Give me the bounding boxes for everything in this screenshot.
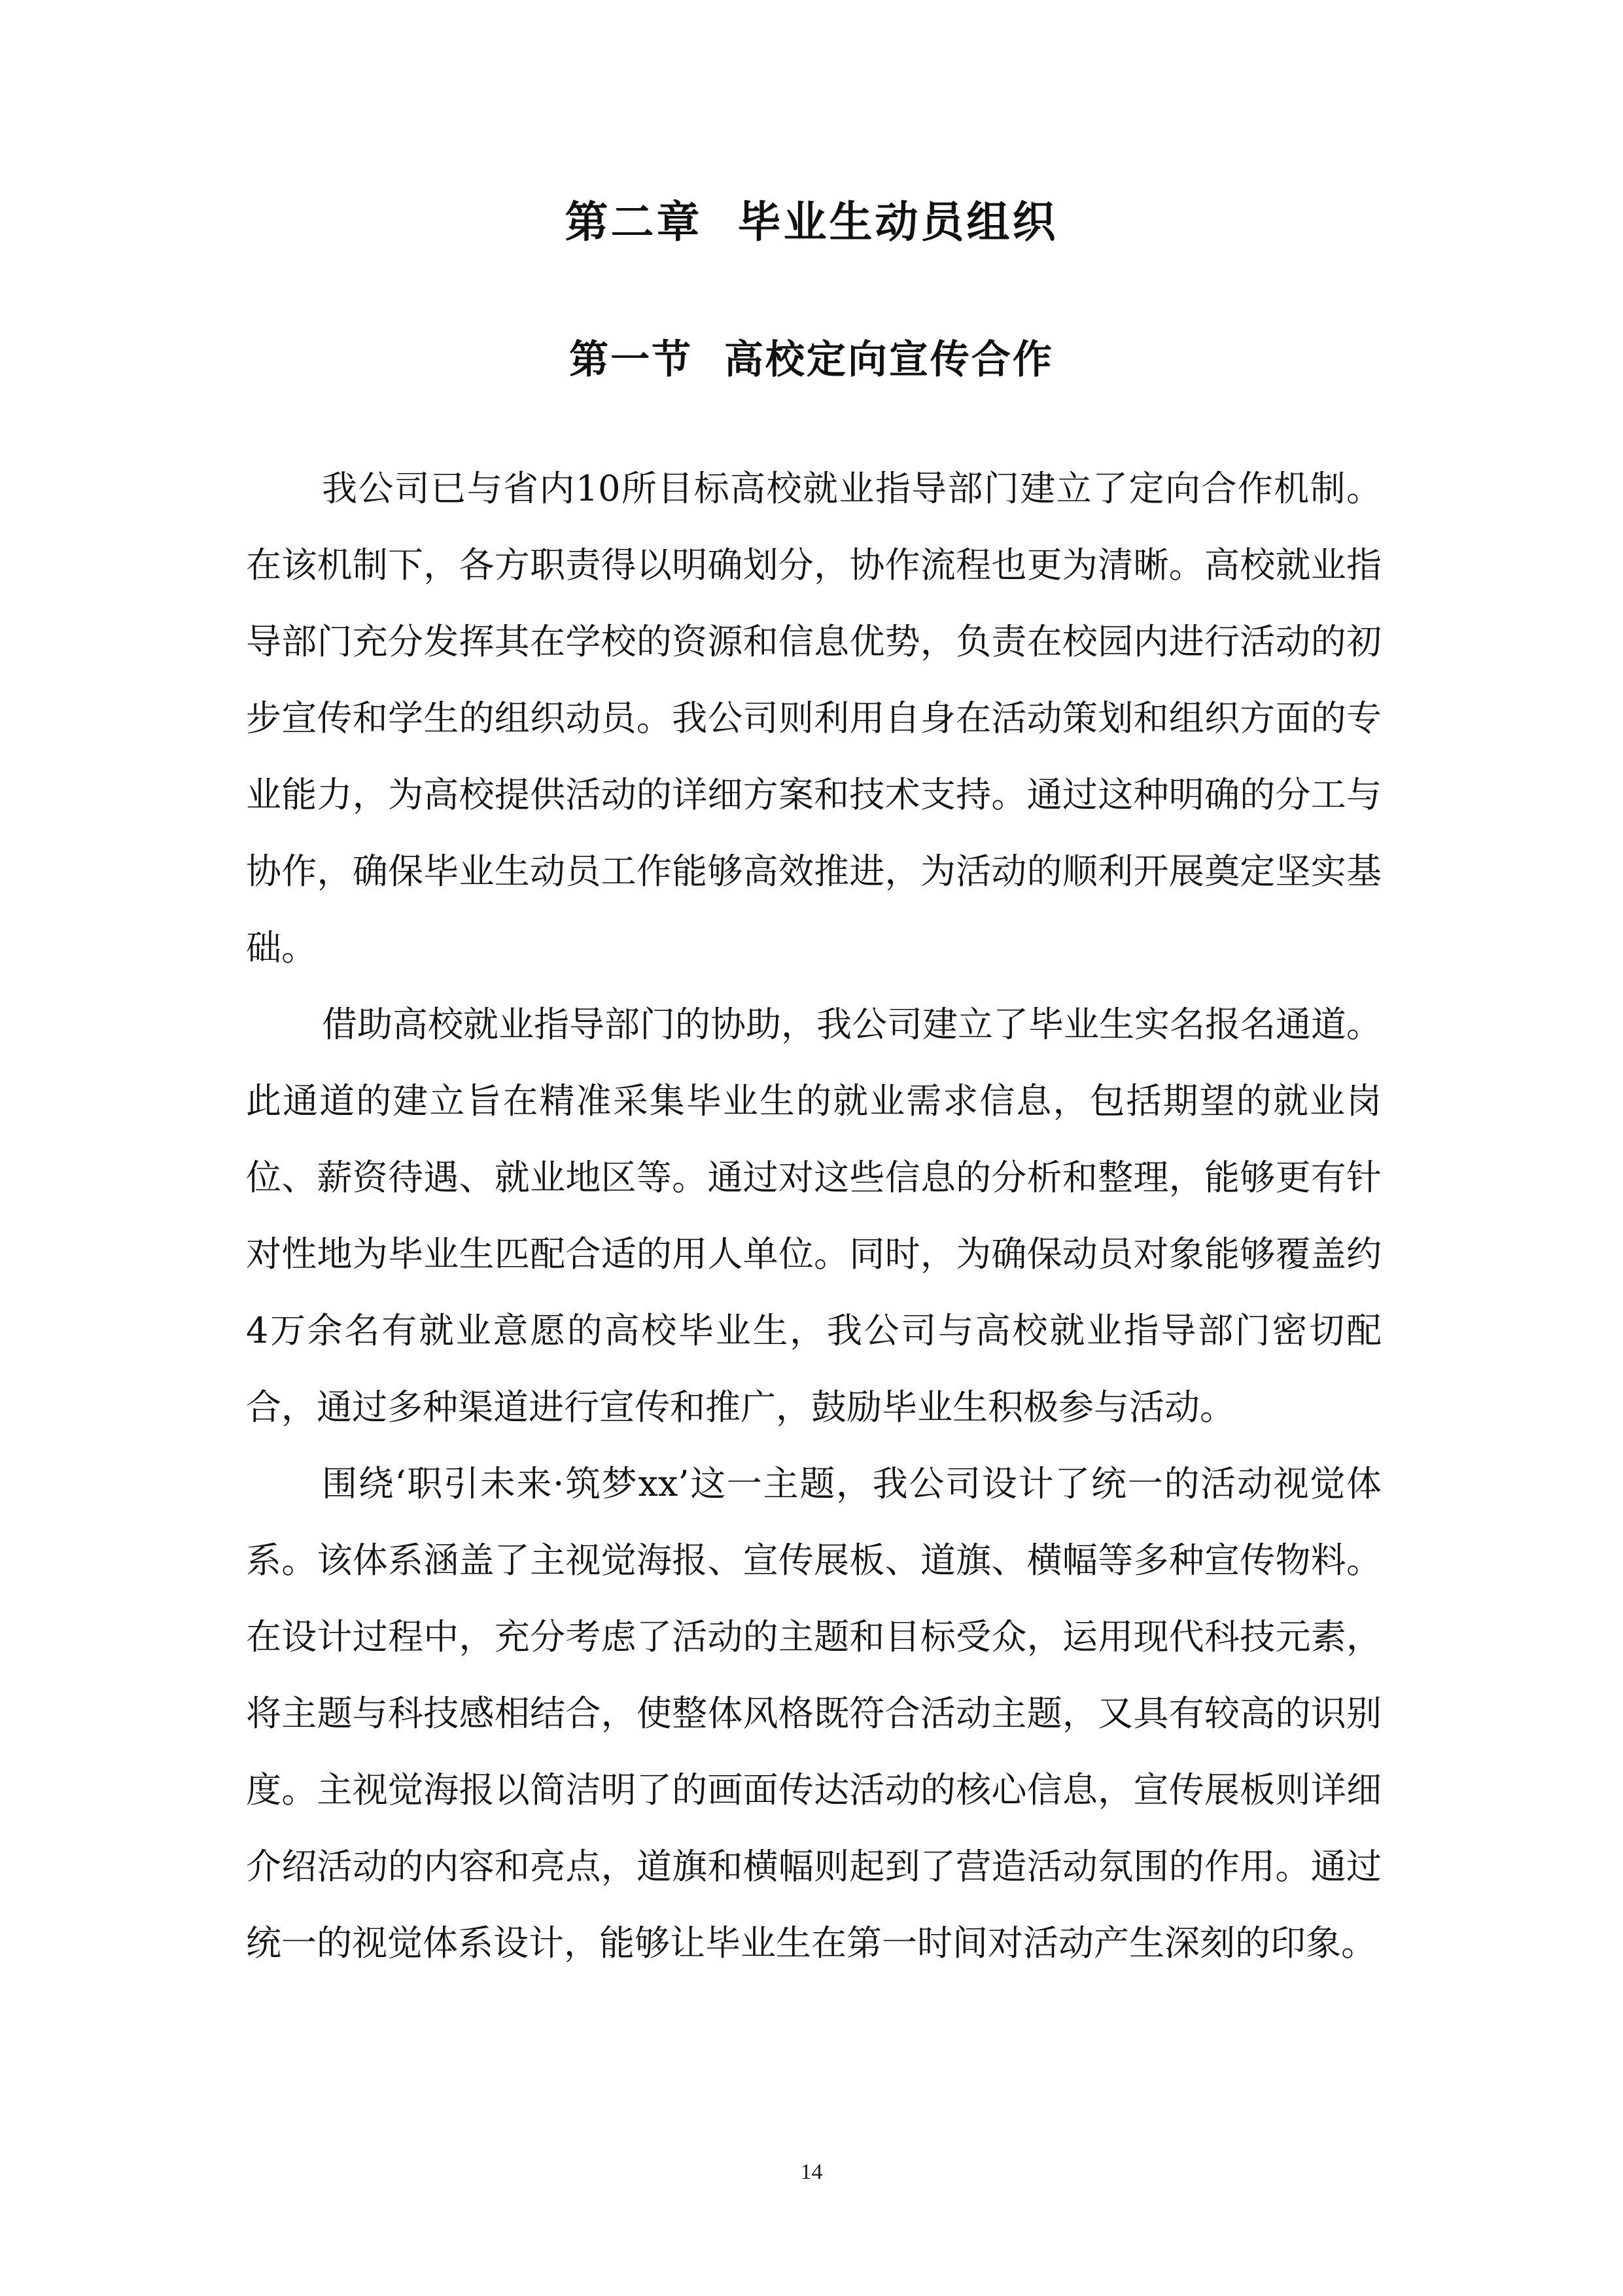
paragraph-2: 借助高校就业指导部门的协助，我公司建立了毕业生实名报名通道。此通道的建立旨在精准采集毕业生的就业需求信息，包括期望的就业岗位、薪资待遇、就业地区等。通过对这些信息的分析和整理，能够更有针对性地为毕业生匹配合适的用人单位。同时，为确保动员对象能够覆盖约4万余名有就业意愿的高校毕业生，我公司与高校就业指导部门密切配合，通过多种渠道进行宣传和推广，鼓励毕业生积极参与活动。 [246,1004,1382,1428]
paragraph-3: 围绕‘职引未来·筑梦xx’这一主题，我公司设计了统一的活动视觉体系。该体系涵盖了主视觉海报、宣传展板、道旗、横幅等多种宣传物料。在设计过程中，充分考虑了活动的主题和目标受众，运用现代科技元素，将主题与科技感相结合，使整体风格既符合活动主题，又具有较高的识别度。主视觉海报以简洁明了的画面传达活动的核心信息，宣传展板则详细介绍活动的内容和亮点，道旗和横幅则起到了营造活动氛围的作用。通过统一的视觉体系设计，能够让毕业生在第一时间对活动产生深刻的印象。 [246,1463,1382,1964]
paragraph-1: 我公司已与省内10所目标高校就业指导部门建立了定向合作机制。在该机制下，各方职责得以明确划分，协作流程也更为清晰。高校就业指导部门充分发挥其在学校的资源和信息优势，负责在校园内进行活动的初步宣传和学生的组织动员。我公司则利用自身在活动策划和组织方面的专业能力，为高校提供活动的详细方案和技术支持。通过这种明确的分工与协作，确保毕业生动员工作能够高效推进，为活动的顺利开展奠定坚实基础。 [246,468,1382,968]
page-number: 14 [800,2160,823,2184]
section-title: 第一节 高校定向宣传合作 [569,337,1054,383]
chapter-title: 第二章 毕业生动员组织 [565,197,1058,247]
body-text [246,450,1382,1981]
